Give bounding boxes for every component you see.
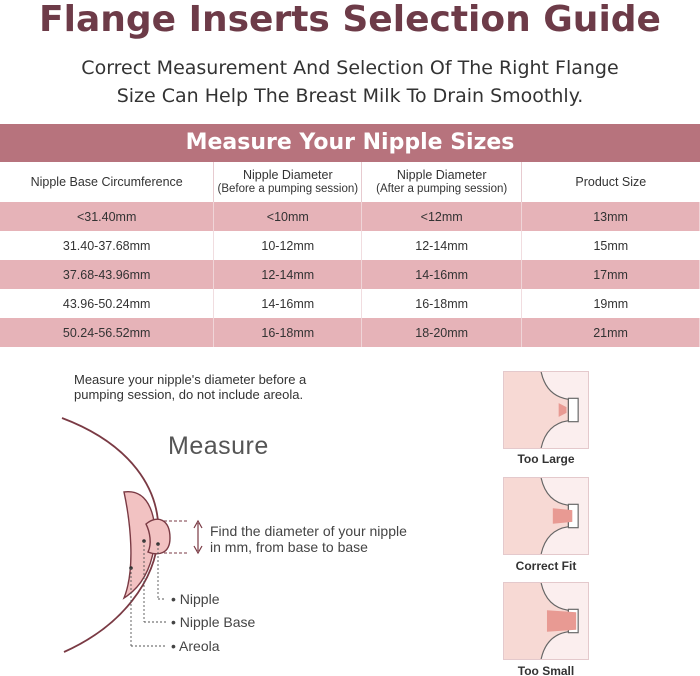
table-cell: 21mm [522,318,700,347]
table-cell: 19mm [522,289,700,318]
label-areola-text: Areola [179,638,220,654]
table-cell: 15mm [522,231,700,260]
fit-card-too-small [503,582,589,660]
page-title: Flange Inserts Selection Guide [39,0,661,40]
table-cell: <31.40mm [0,202,214,231]
table-cell: 16-18mm [362,289,522,318]
table-header-row [0,162,700,202]
fit-caption-too-small: Too Small [517,664,575,676]
diameter-note-line-2: in mm, from base to base [210,539,368,555]
fit-caption-correct-fit: Correct Fit [515,559,577,573]
fit-card-correct-fit [503,477,589,555]
label-nipple-text: Nipple [179,591,220,607]
subtitle-line-1: Correct Measurement And Selection Of The Right Flange [81,57,619,79]
header-diameter-after-label: Nipple Diameter [396,168,487,182]
table-cell: 12-14mm [362,231,522,260]
header-circumference-label: Nipple Base Circumference [30,175,183,189]
flange-too-small-illustration [504,583,588,659]
table-cell: 37.68-43.96mm [0,260,214,289]
header-diameter-before [214,162,362,202]
measure-instruction-line-1: Measure your nipple's diameter before a [74,372,307,387]
table-cell: 10-12mm [214,231,362,260]
label-nipple: • Nipple [171,591,220,607]
header-diameter-after [362,162,522,202]
table-cell: 17mm [522,260,700,289]
measure-instruction-line-2: pumping session, do not include areola. [74,387,304,402]
table-cell: 13mm [522,202,700,231]
header-circumference [0,162,214,202]
table-cell: 14-16mm [214,289,362,318]
table-row [0,231,700,260]
diameter-note [210,523,450,555]
fit-card-too-large [503,371,589,449]
table-cell: 16-18mm [214,318,362,347]
table-cell: 50.24-56.52mm [0,318,214,347]
label-nipple-base-text: Nipple Base [179,614,256,630]
flange-too-large-illustration [504,372,588,448]
table-row [0,289,700,318]
header-product-size [522,162,700,202]
table-cell: 14-16mm [362,260,522,289]
table-cell: 31.40-37.68mm [0,231,214,260]
table-cell: 43.96-50.24mm [0,289,214,318]
diameter-note-line-1: Find the diameter of your nipple [210,523,407,539]
measure-title: Measure [168,432,269,460]
flange-correct-fit-illustration [504,478,588,554]
table-cell: 12-14mm [214,260,362,289]
header-diameter-before-label: Nipple Diameter [242,168,333,182]
header-diameter-after-sub: (After a pumping session) [376,183,508,195]
header-product-size-label: Product Size [575,175,647,189]
table-row [0,318,700,347]
label-nipple-base: • Nipple Base [171,614,256,630]
label-areola: • Areola [171,638,220,654]
table-cell: <10mm [214,202,362,231]
header-diameter-before-sub: (Before a pumping session) [217,183,359,195]
table-row [0,260,700,289]
table-cell: <12mm [362,202,522,231]
table-cell: 18-20mm [362,318,522,347]
fit-caption-too-large: Too Large [517,452,575,466]
measure-instruction [74,372,344,402]
size-table [0,162,700,347]
table-banner: Measure Your Nipple Sizes [0,124,700,162]
table-row [0,202,700,231]
subtitle-line-2: Size Can Help The Breast Milk To Drain Smoothly. [116,85,584,107]
